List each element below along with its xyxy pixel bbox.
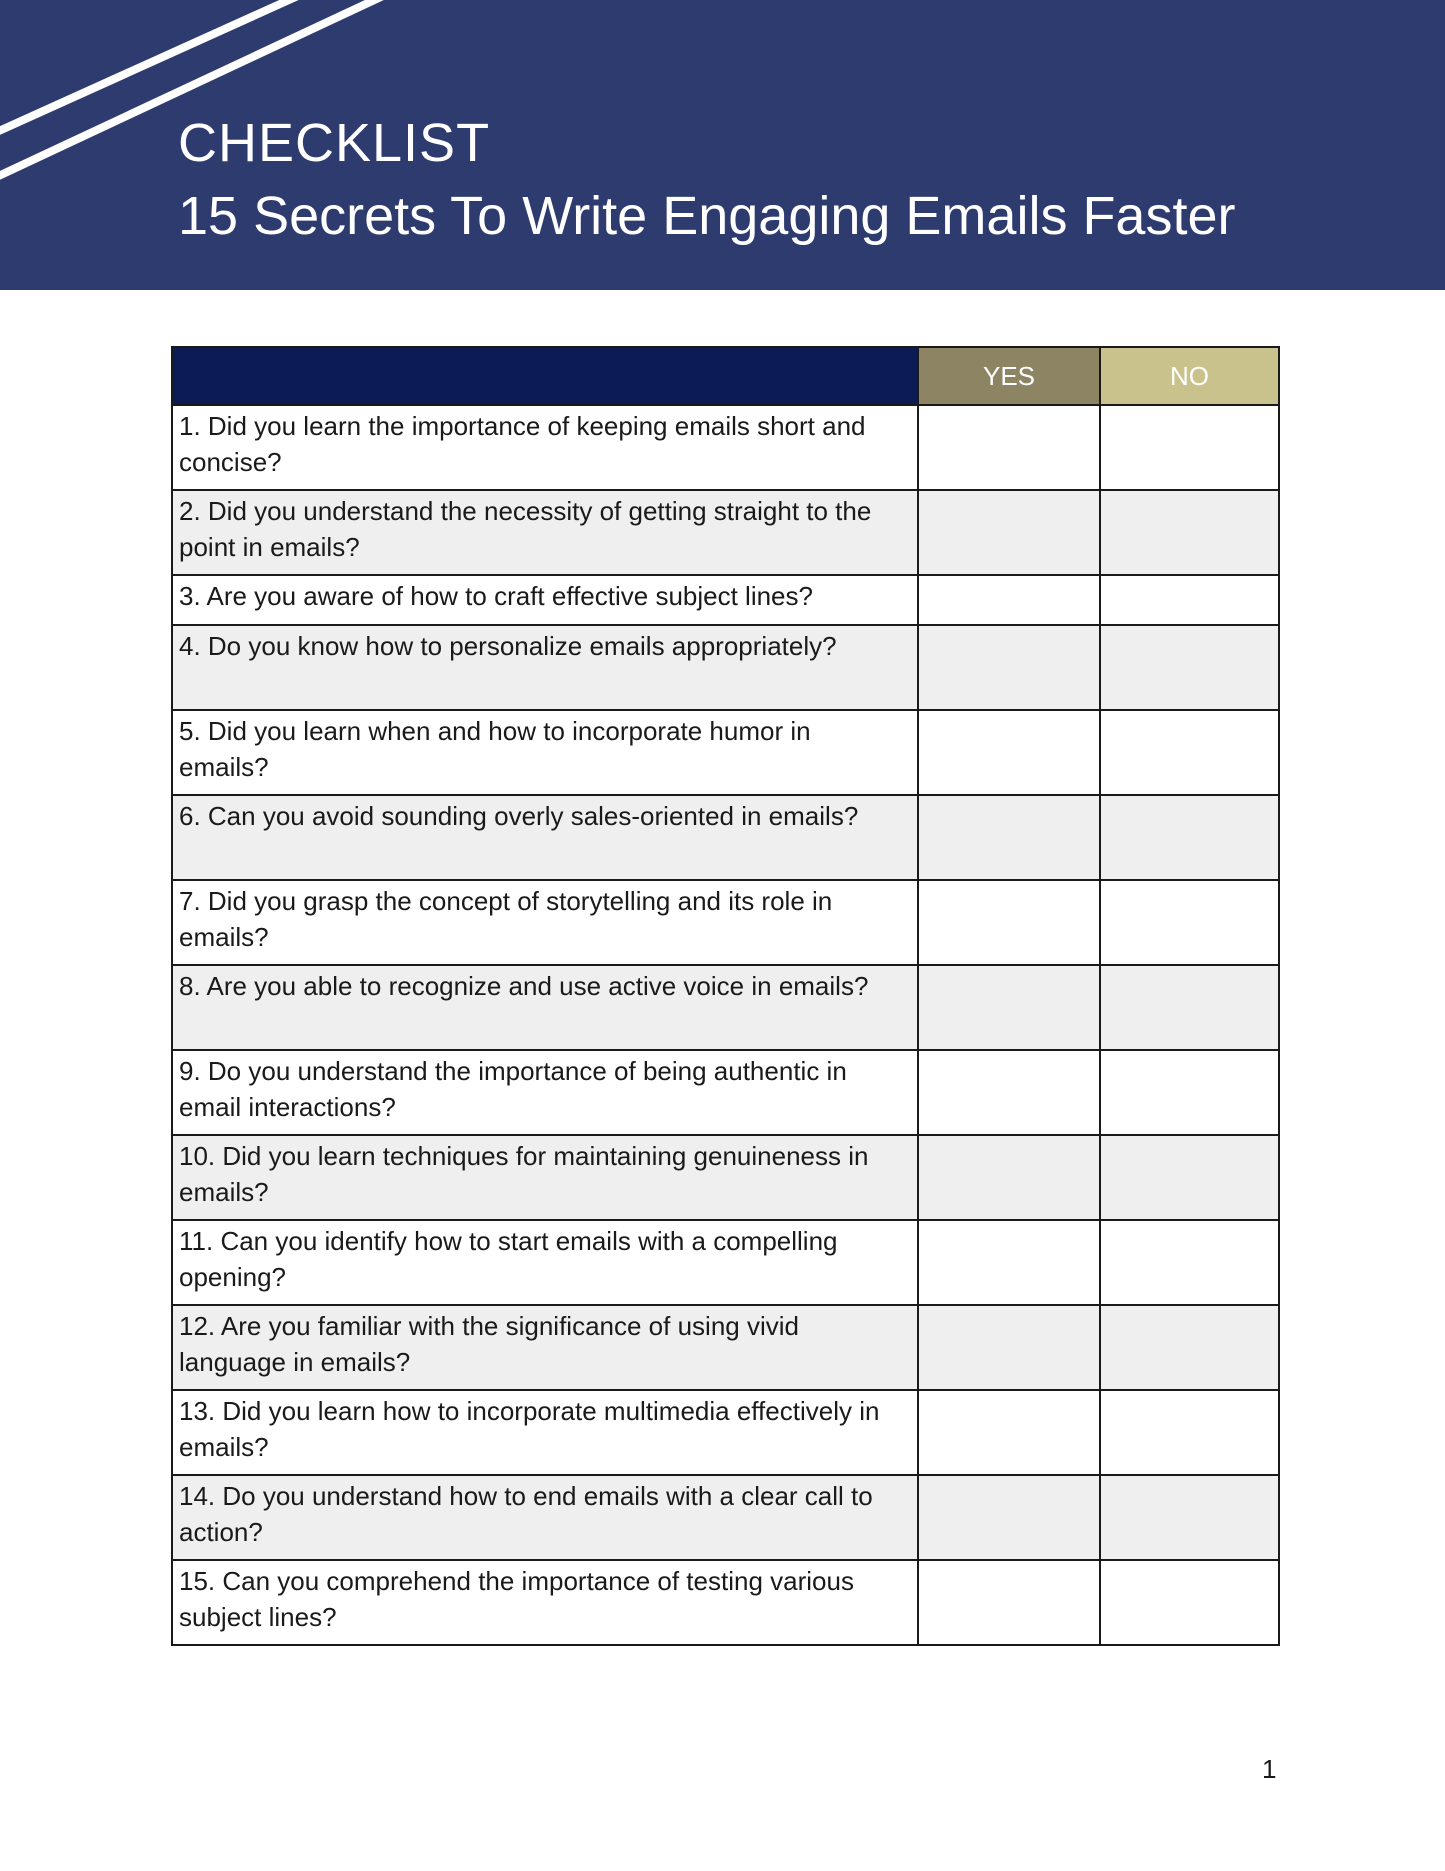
page-title: 15 Secrets To Write Engaging Emails Faster	[178, 186, 1236, 246]
yes-checkbox-cell[interactable]	[918, 405, 1100, 490]
yes-checkbox-cell[interactable]	[918, 1475, 1100, 1560]
question-text: 2. Did you understand the necessity of getting straight to the point in emails?	[172, 490, 918, 575]
table-row	[172, 1305, 1279, 1390]
yes-column-header: YES	[918, 347, 1100, 405]
yes-checkbox-cell[interactable]	[918, 490, 1100, 575]
question-column-header	[172, 347, 918, 405]
no-checkbox-cell[interactable]	[1100, 710, 1279, 795]
question-text: 1. Did you learn the importance of keeping emails short and concise?	[172, 405, 918, 490]
question-text: 11. Can you identify how to start emails with a compelling opening?	[172, 1220, 918, 1305]
no-checkbox-cell[interactable]	[1100, 1305, 1279, 1390]
table-row	[172, 1390, 1279, 1475]
no-checkbox-cell[interactable]	[1100, 575, 1279, 625]
table-row	[172, 1560, 1279, 1645]
no-checkbox-cell[interactable]	[1100, 1050, 1279, 1135]
no-checkbox-cell[interactable]	[1100, 490, 1279, 575]
question-text: 4. Do you know how to personalize emails appropriately?	[172, 625, 918, 710]
checklist-table	[171, 346, 1280, 1646]
no-checkbox-cell[interactable]	[1100, 795, 1279, 880]
table-row	[172, 625, 1279, 710]
yes-checkbox-cell[interactable]	[918, 1220, 1100, 1305]
question-text: 15. Can you comprehend the importance of testing various subject lines?	[172, 1560, 918, 1645]
table-row	[172, 490, 1279, 575]
no-checkbox-cell[interactable]	[1100, 965, 1279, 1050]
table-row	[172, 880, 1279, 965]
yes-checkbox-cell[interactable]	[918, 575, 1100, 625]
yes-checkbox-cell[interactable]	[918, 1050, 1100, 1135]
question-text: 9. Do you understand the importance of being authentic in email interactions?	[172, 1050, 918, 1135]
question-text: 10. Did you learn techniques for maintaining genuineness in emails?	[172, 1135, 918, 1220]
no-checkbox-cell[interactable]	[1100, 1475, 1279, 1560]
yes-checkbox-cell[interactable]	[918, 880, 1100, 965]
question-text: 13. Did you learn how to incorporate multimedia effectively in emails?	[172, 1390, 918, 1475]
no-checkbox-cell[interactable]	[1100, 1220, 1279, 1305]
table-row	[172, 1475, 1279, 1560]
no-checkbox-cell[interactable]	[1100, 405, 1279, 490]
table-row	[172, 795, 1279, 880]
table-row	[172, 1050, 1279, 1135]
question-text: 14. Do you understand how to end emails with a clear call to action?	[172, 1475, 918, 1560]
yes-checkbox-cell[interactable]	[918, 1390, 1100, 1475]
table-header-row	[172, 347, 1279, 405]
yes-checkbox-cell[interactable]	[918, 965, 1100, 1050]
table-row	[172, 575, 1279, 625]
table-row	[172, 1220, 1279, 1305]
page-number: 1	[1262, 1754, 1277, 1784]
no-column-header: NO	[1100, 347, 1279, 405]
yes-checkbox-cell[interactable]	[918, 1305, 1100, 1390]
yes-checkbox-cell[interactable]	[918, 795, 1100, 880]
no-checkbox-cell[interactable]	[1100, 625, 1279, 710]
question-text: 3. Are you aware of how to craft effective subject lines?	[172, 575, 918, 625]
no-checkbox-cell[interactable]	[1100, 1560, 1279, 1645]
no-checkbox-cell[interactable]	[1100, 1135, 1279, 1220]
table-row	[172, 965, 1279, 1050]
yes-checkbox-cell[interactable]	[918, 1560, 1100, 1645]
table-row	[172, 710, 1279, 795]
no-checkbox-cell[interactable]	[1100, 880, 1279, 965]
question-text: 12. Are you familiar with the significance of using vivid language in emails?	[172, 1305, 918, 1390]
question-text: 7. Did you grasp the concept of storytelling and its role in emails?	[172, 880, 918, 965]
no-checkbox-cell[interactable]	[1100, 1390, 1279, 1475]
yes-checkbox-cell[interactable]	[918, 1135, 1100, 1220]
question-text: 8. Are you able to recognize and use active voice in emails?	[172, 965, 918, 1050]
table-row	[172, 1135, 1279, 1220]
question-text: 5. Did you learn when and how to incorporate humor in emails?	[172, 710, 918, 795]
table-row	[172, 405, 1279, 490]
yes-checkbox-cell[interactable]	[918, 625, 1100, 710]
header-banner	[0, 0, 1445, 290]
yes-checkbox-cell[interactable]	[918, 710, 1100, 795]
checklist-label: CHECKLIST	[178, 113, 491, 173]
question-text: 6. Can you avoid sounding overly sales-oriented in emails?	[172, 795, 918, 880]
